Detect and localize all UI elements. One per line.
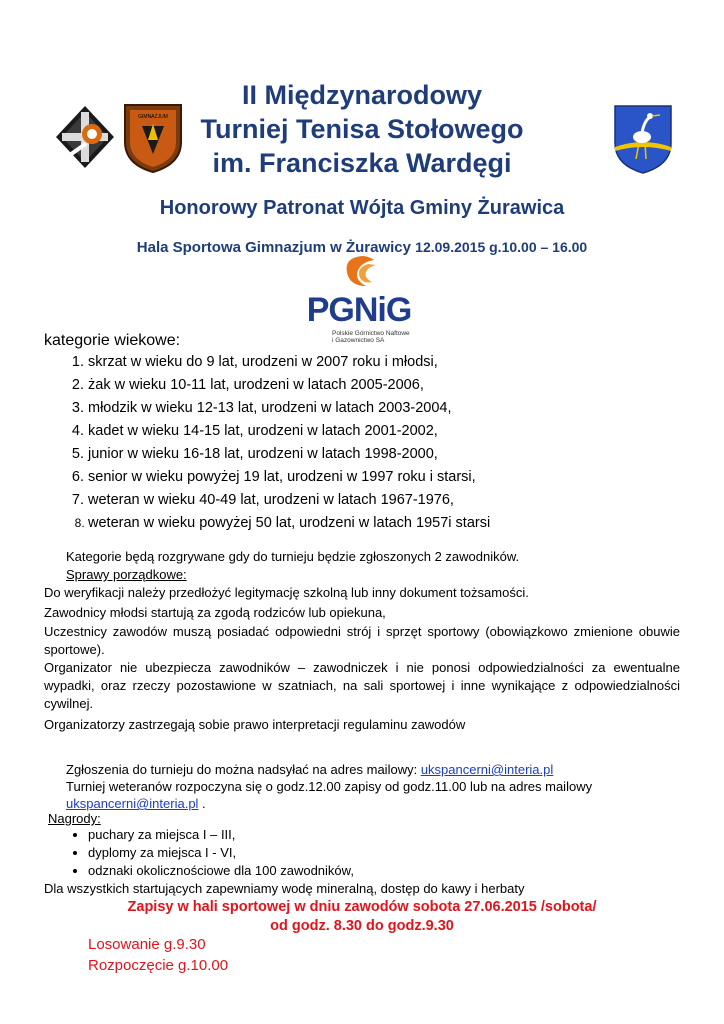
schedule-start: Rozpoczęcie g.10.00: [88, 957, 229, 974]
sponsor-logo-line-1: Polskie Górnictwo Naftowe: [332, 330, 410, 337]
registration-line-3: [66, 795, 686, 813]
registration-line-2: Turniej weteranów rozpoczyna się o godz.12.00 zapisy od godz.11.00 lub na adres mailowy: [66, 779, 593, 794]
prizes-footer: Dla wszystkich startujących zapewniamy wodę mineralną, dostęp do kawy i herbaty: [44, 881, 525, 896]
prize-item: • dyplomy za miejsca I - VI,: [88, 844, 354, 862]
rules-line: Organizatorzy zastrzegają sobie prawo interpretacji regulaminu zawodów: [44, 717, 466, 732]
registration-text: Zgłoszenia do turnieju do można nadsyłać na adres mailowy:: [66, 762, 421, 777]
categories-list: [44, 351, 490, 535]
categories-played-note: Kategorie będą rozgrywane gdy do turnieju będzie zgłoszonych 2 zawodników.: [66, 549, 520, 564]
prize-item: • odznaki okolicznościowe dla 100 zawodników,: [88, 862, 354, 880]
category-item: 7. weteran w wieku 40-49 lat, urodzeni w latach 1967-1976,: [88, 489, 490, 512]
schedule-draw: Losowanie g.9.30: [88, 936, 206, 953]
categories-heading: kategorie wiekowe:: [44, 332, 181, 349]
rules-line: Zawodnicy młodsi startują za zgodą rodziców lub opiekuna,: [44, 605, 386, 620]
prize-item: • puchary za miejsca I – III,: [88, 826, 354, 844]
sponsor-logo-wordmark: PGNiG: [306, 291, 412, 329]
prizes-heading: Nagrody:: [48, 811, 101, 826]
signup-line-2: od godz. 8.30 do godz.9.30: [270, 918, 454, 934]
sponsor-logo-line-2: i Gazownictwo SA: [332, 337, 385, 344]
prizes-list: [66, 826, 354, 880]
venue-datetime: 12.09.2015 g.10.00 – 16.00: [415, 239, 588, 255]
category-item: 1. skrzat w wieku do 9 lat, urodzeni w 2007 roku i młodsi,: [88, 351, 490, 374]
category-item: 4. kadet w wieku 14-15 lat, urodzeni w latach 2001-2002,: [88, 420, 490, 443]
category-item: 8. weteran w wieku powyżej 50 lat, urodzeni w latach 1957i starsi: [88, 512, 490, 535]
category-item: 5. junior w wieku 16-18 lat, urodzeni w latach 1998-2000,: [88, 443, 490, 466]
category-item: 6. senior w wieku powyżej 19 lat, urodzeni w 1997 roku i starsi,: [88, 466, 490, 489]
rules-line: Do weryfikacji należy przedłożyć legitymację szkolną lub inny dokument tożsamości.: [44, 585, 529, 600]
category-item: 3. młodzik w wieku 12-13 lat, urodzeni w latach 2003-2004,: [88, 397, 490, 420]
signup-line-1: Zapisy w hali sportowej w dniu zawodów sobota 27.06.2015 /sobota/: [127, 899, 597, 915]
title-line-3: im. Franciszka Wardęgi: [212, 148, 512, 178]
sponsor-logo: [298, 252, 420, 344]
registration-line-3-suffix: .: [198, 796, 206, 811]
rules-heading: Sprawy porządkowe:: [66, 567, 187, 582]
venue-hall: Hala Sportowa Gimnazjum w Żurawicy: [136, 239, 411, 256]
registration-email-link[interactable]: ukspancerni@interia.pl: [420, 762, 554, 777]
rules-line: Uczestnicy zawodów muszą posiadać odpowiedni strój i sprzęt sportowy (obowiązkowo zmienione obuwie sportowe).: [44, 624, 680, 657]
veterans-email-link[interactable]: ukspancerni@interia.pl: [66, 796, 199, 811]
rules-line: Organizator nie ubezpiecza zawodników – zawodniczek i nie ponosi odpowiedzialności za ewentualne wypadki, oraz rzeczy pozostawione w szatniach, na sali sportowej i inne wynikające z odpowiedzialności cywilnej.: [44, 660, 680, 711]
title-line-2: Turniej Tenisa Stołowego: [200, 114, 524, 144]
registration-line-1: [66, 761, 686, 779]
patronage-heading: Honorowy Patronat Wójta Gminy Żurawica: [159, 197, 565, 219]
school-shield-text: GIMNAZJUM: [138, 114, 168, 120]
title-line-1: II Międzynarodowy: [241, 80, 483, 110]
category-item: 2. żak w wieku 10-11 lat, urodzeni w latach 2005-2006,: [88, 374, 490, 397]
